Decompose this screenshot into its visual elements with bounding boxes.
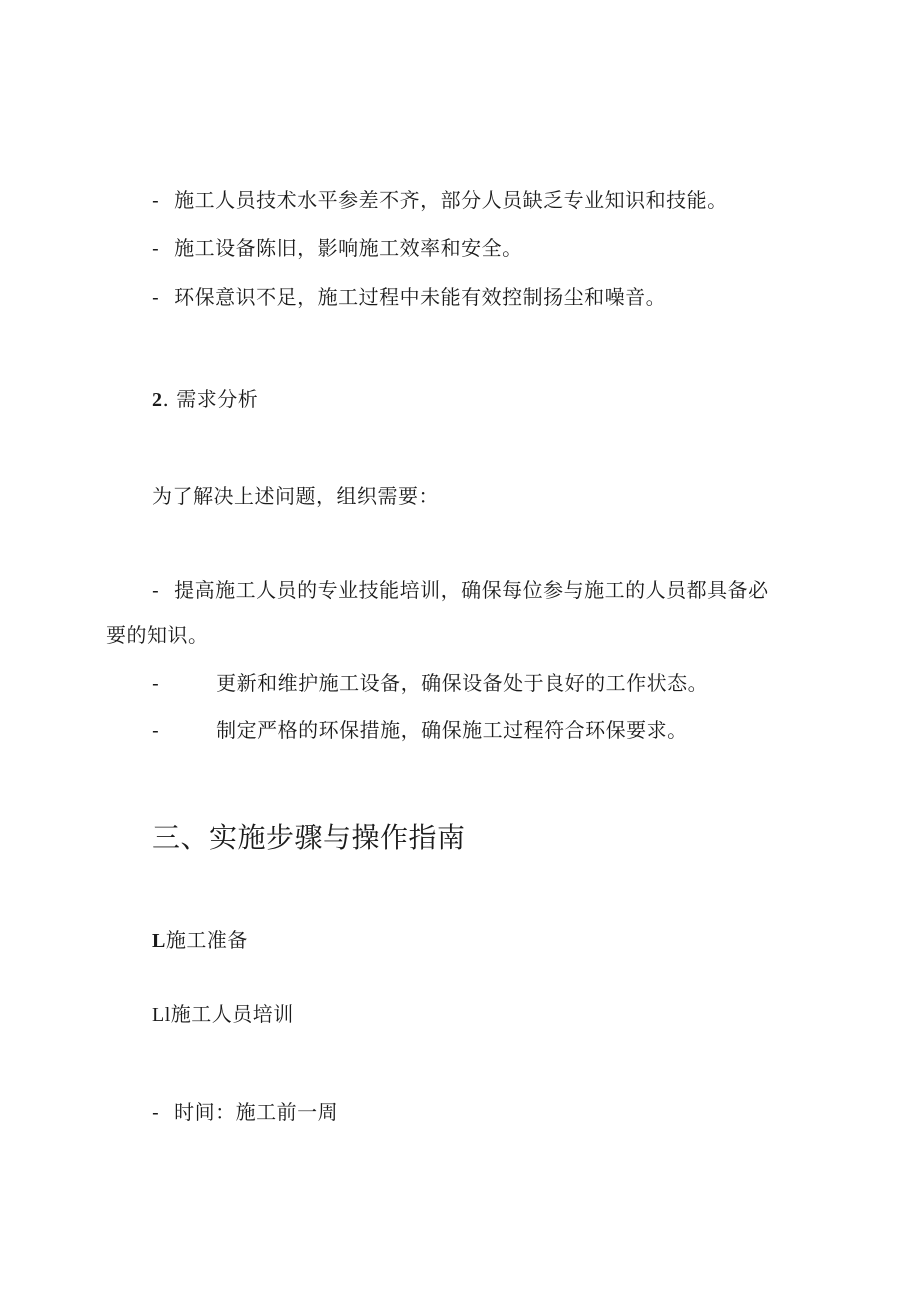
need-item-3 xyxy=(152,716,688,744)
bullet-dash: - xyxy=(152,285,160,309)
bullet-dash: - xyxy=(152,236,160,260)
issue-item-1 xyxy=(152,186,728,214)
section-2-heading xyxy=(152,385,258,414)
time-item xyxy=(152,1098,338,1126)
subsection-prefix: Ll xyxy=(152,1004,171,1026)
need-text: 制定严格的环保措施，确保施工过程符合环保要求。 xyxy=(216,718,688,742)
need-item-1-line-1 xyxy=(152,576,769,604)
section-3-heading: 三、实施步骤与操作指南 xyxy=(152,821,466,854)
issue-text: 施工设备陈旧，影响施工效率和安全。 xyxy=(174,236,523,260)
issue-item-2 xyxy=(152,234,523,262)
section-title: . 需求分析 xyxy=(162,387,259,411)
section-number: 2 xyxy=(152,389,163,411)
need-text: 更新和维护施工设备，确保设备处于良好的工作状态。 xyxy=(216,671,709,695)
need-item-1-line-2: 要的知识。 xyxy=(106,623,209,647)
subsection-title: 施工人员培训 xyxy=(170,1002,294,1026)
bullet-dash: - xyxy=(152,671,160,695)
time-text: 时间：施工前一周 xyxy=(174,1100,339,1124)
bullet-dash: - xyxy=(152,188,160,212)
issue-text: 环保意识不足，施工过程中未能有效控制扬尘和噪音。 xyxy=(174,285,667,309)
intro-paragraph: 为了解决上述问题，组织需要： xyxy=(152,484,439,508)
issue-item-3 xyxy=(152,283,666,311)
bullet-dash: - xyxy=(152,578,160,602)
subsection-1-1-heading xyxy=(152,1000,294,1029)
issue-text: 施工人员技术水平参差不齐，部分人员缺乏专业知识和技能。 xyxy=(174,188,728,212)
subsection-1-heading xyxy=(152,926,248,955)
need-text: 提高施工人员的专业技能培训，确保每位参与施工的人员都具备必 xyxy=(174,578,769,602)
bullet-dash: - xyxy=(152,1100,160,1124)
need-item-2 xyxy=(152,669,708,697)
bullet-dash: - xyxy=(152,718,160,742)
subsection-title: 施工准备 xyxy=(165,928,248,952)
subsection-prefix: L xyxy=(152,930,166,952)
